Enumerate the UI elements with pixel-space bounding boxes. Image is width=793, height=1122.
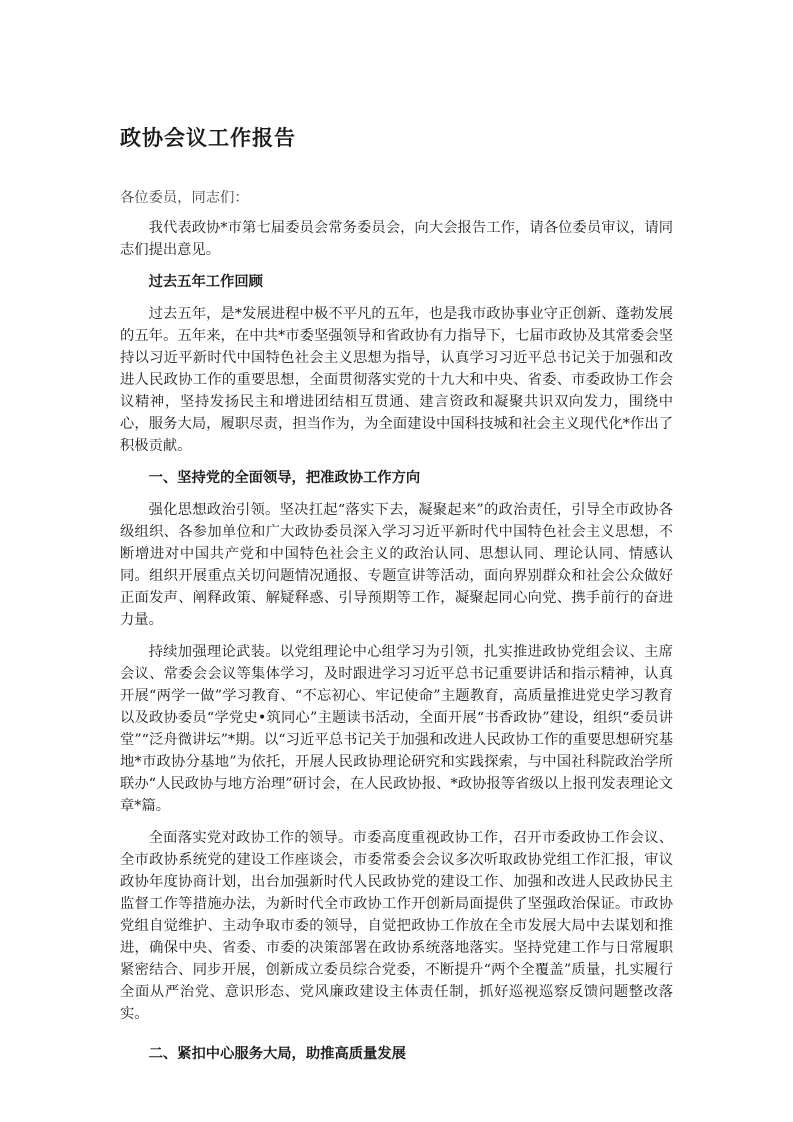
paragraph-party-leadership: 全面落实党对政协工作的领导。市委高度重视政协工作，召开市委政协工作会议、全市政协系统党的建设工作座谈会，市委常委会会议多次听取政协党组工作汇报，审议政协年度协商计划，出台加强新时代人民政协党的建设工作、加强和改进人民政协民主监督工作等措施办法，为新时代全市政协工作开创新局面提供了坚强政治保证。市政协党组自觉维护、主动争取市委的领导，自觉把政协工作放在全市发展大局中去谋划和推进，确保中央、省委、市委的决策部署在政协系统落地落实。坚持党建工作与日常履职紧密结合、同步开展，创新成立委员综合党委，不断提升“两个全覆盖”质量，扎实履行全面从严治党、意识形态、党风廉政建设主体责任制，抓好巡视巡察反馈问题整改落实。	[120, 830, 673, 1022]
section-heading-serve-center: 二、紧扣中心服务大局，助推高质量发展	[148, 1046, 406, 1062]
paragraph-five-years: 过去五年，是*发展进程中极不平凡的五年，也是我市政协事业守正创新、蓬勃发展的五年。五年来，在中共*市委坚强领导和省政协有力指导下，七届市政协及其常委会坚持以习近平新时代中国特色社会主义思想为指导，认真学习习近平总书记关于加强和改进人民政协工作的重要思想，全面贯彻落实党的十九大和中央、省委、市委政协工作会议精神，坚持发扬民主和增进团结相互贯通、建言资政和凝聚共识双向发力，围绕中心，服务大局，履职尽责，担当作为，为全面建设中国科技城和社会主义现代化*作出了积极贡献。	[120, 306, 673, 454]
paragraph-theoretical-study: 持续加强理论武装。以党组理论中心组学习为引领，扎实推进政协党组会议、主席会议、常委会会议等集体学习，及时跟进学习习近平总书记重要讲话和指示精神，认真开展“两学一做”学习教育、“不忘初心、牢记使命”主题教育，高质量推进党史学习教育以及政协委员“学党史•筑同心”主题读书活动，全面开展“书香政协”建设，组织“委员讲堂”“泛舟微讲坛”*期。以“习近平总书记关于加强和改进人民政协工作的重要思想研究基地*市政协分基地”为依托，开展人民政协理论研究和实践探索，与中国社科院政治学所联办“人民政协与地方治理”研讨会，在人民政协报、*政协报等省级以上报刊发表理论文章*篇。	[120, 644, 673, 814]
document-body	[120, 187, 673, 1075]
paragraph-intro: 我代表政协*市第七届委员会常务委员会，向大会报告工作，请各位委员审议，请同志们提出意见。	[120, 220, 673, 258]
document-title: 政协会议工作报告	[120, 126, 296, 150]
paragraph-ideological-guidance: 强化思想政治引领。坚决扛起“落实下去，凝聚起来”的政治责任，引导全市政协各级组织、各参加单位和广大政协委员深入学习习近平新时代中国特色社会主义思想，不断增进对中国共产党和中国特色社会主义的政治认同、思想认同、理论认同、情感认同。组织开展重点关切问题情况通报、专题宣讲等活动，面向界别群众和社会公众做好正面发声、阐释政策、解疑释惑、引导预期等工作，凝聚起同心向党、携手前行的奋进力量。	[120, 502, 673, 628]
section-heading-review: 过去五年工作回顾	[148, 274, 263, 290]
greeting: 各位委员，同志们：	[120, 190, 249, 206]
section-heading-party-leadership: 一、坚持党的全面领导，把准政协工作方向	[148, 470, 421, 486]
